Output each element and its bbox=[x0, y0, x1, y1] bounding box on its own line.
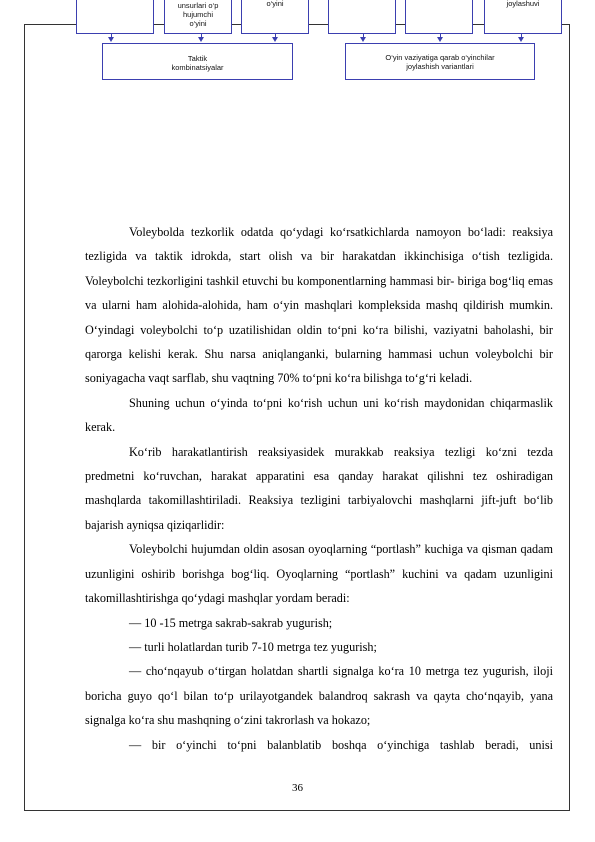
diagram-box-player-positioning bbox=[345, 43, 535, 80]
paragraph-4: Voleybolchi hujumdan oldin asosan oyoqlarning “portlash” kuchiga va qisman qadam uzunligini oshirib borishga bog‘liq. Oyoqlarning “portlash” kuchini va qadam uzunligini takomillashtirishga qo‘ydagi mashqlar yordam beradi: bbox=[85, 542, 553, 606]
paragraph-8: — bir o‘yinchi to‘pni balanblatib boshqa o‘yinchiga tashlab beradi, unisi bbox=[129, 737, 553, 752]
diagram-box-tactical-combinations bbox=[102, 43, 293, 80]
paragraph-5: — 10 -15 metrga sakrab-sakrab yugurish; bbox=[129, 615, 333, 630]
paragraph-1: Voleybolda tezkorlik odatda qo‘ydagi ko‘rsatkichlarda namoyon bo‘ladi: reaksiya tezligida va taktik idrokda, start olish va bir harakatdan ikkinchisiga o‘tish tezligida. Voleybolchi tezkorligini tashkil etuvchi bu komponentlarning hammasi bir- biriga bog‘liq emas va ularni ham alohida-alohida, ham o‘yin mashqlari kompleksida mashq qildirish mumkin. O‘yindagi voleybolchi to‘p uzatilishidan oldin to‘pni ko‘ra bilishi, vaziyatni baholashi, bir qarorga kelishi kerak. Shu narsa aniqlanganki, bularning hammasi uchun voleybolchi bir soniyagacha vaqt sarflab, shu vaqtning 70% to‘pni ko‘ra bilishga to‘g‘ri keladi. bbox=[85, 225, 553, 386]
tactical-combinations-line-2: kombinatsiyalar bbox=[171, 63, 224, 72]
diagram-box-6 bbox=[484, 0, 562, 34]
player-positioning-line-2: joylashish variantlari bbox=[406, 62, 474, 71]
arrow-head-4 bbox=[360, 37, 366, 42]
diagram-box-1 bbox=[76, 0, 154, 34]
diagram-box-6-line-1: joylashuvi bbox=[506, 0, 540, 8]
diagram-box-2-line-1: unsurlari o‘p bbox=[177, 1, 219, 10]
paragraph-2: Shuning uchun o‘yinda to‘pni ko‘rish uchun uni ko‘rish maydonidan chiqarmaslik kerak. bbox=[85, 395, 553, 435]
player-positioning-line-1: O‘yin vaziyatiga qarab o‘yinchilar bbox=[385, 53, 495, 62]
diagram-box-5 bbox=[405, 0, 473, 34]
paragraph-6: — turli holatlardan turib 7-10 metrga tez yugurish; bbox=[129, 639, 377, 654]
arrow-head-2 bbox=[198, 37, 204, 42]
diagram-box-2 bbox=[164, 0, 232, 34]
arrow-head-5 bbox=[437, 37, 443, 42]
diagram-box-2-line-3: o‘yini bbox=[189, 19, 207, 28]
paragraph-3: Ko‘rib harakatlantirish reaksiyasidek murakkab reaksiya tezligi ko‘zni tezda predmetni ko‘ruvchan, harakat apparatini esa qanday harakat qilishni tez oshiradigan mashqlarda takomillashtiriladi. Reaksiya tezligini tarbiyalovchi mashqlarni jift-juft bo‘lib bajarish ayniqsa qiziqarlidir: bbox=[85, 444, 553, 532]
arrow-head-3 bbox=[272, 37, 278, 42]
diagram-box-3-line-1: o‘yini bbox=[266, 0, 284, 8]
diagram-box-2-line-2: hujumchi bbox=[182, 10, 213, 19]
body-text bbox=[85, 220, 553, 757]
arrow-head-1 bbox=[108, 37, 114, 42]
page-number: 36 bbox=[292, 782, 303, 794]
paragraph-7: — cho‘nqayub o‘tirgan holatdan shartli signalga ko‘ra 10 metrga tez yugurish, iloji boricha guyo qo‘l bilan to‘p urilayotgandek balandroq sakrash va qayta cho‘nqayib, yana signalga ko‘ra shu mashqning o‘zini takrorlash va hokazo; bbox=[85, 664, 553, 728]
tactical-combinations-line-1: Taktik bbox=[187, 54, 208, 63]
arrow-head-6 bbox=[518, 37, 524, 42]
diagram-box-4 bbox=[328, 0, 396, 34]
diagram-box-3 bbox=[241, 0, 309, 34]
